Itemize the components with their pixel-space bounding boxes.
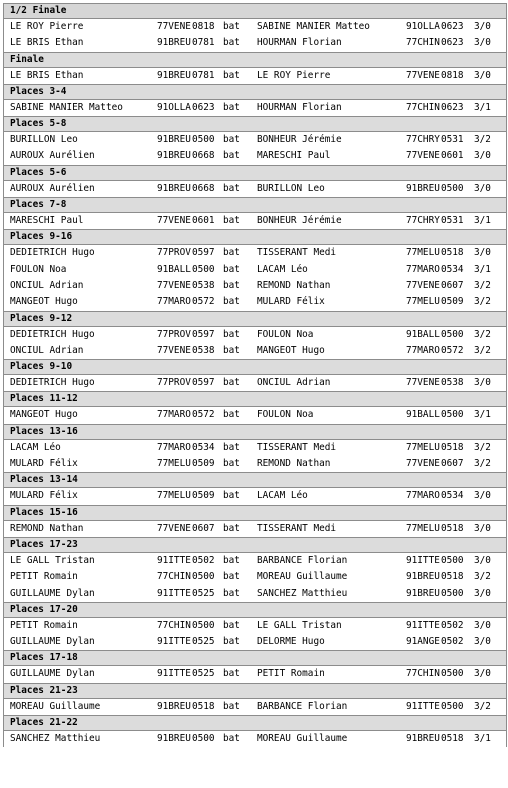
winner-club: 77CHIN (157, 619, 191, 631)
winner-club: 91ITTE (157, 554, 191, 566)
winner-points: 0509 (192, 490, 215, 502)
winner-points: 0502 (192, 554, 215, 566)
loser-club: 77VENE (406, 69, 440, 81)
match-score: 3/2 (474, 134, 491, 146)
winner-name: MANGEOT Hugo (10, 296, 78, 308)
match-row (4, 148, 506, 164)
loser-name: BONHEUR Jérémie (257, 134, 342, 146)
beat-label: bat (223, 571, 240, 583)
beat-label: bat (223, 733, 240, 745)
loser-name: PETIT Romain (257, 668, 325, 680)
winner-name: PETIT Romain (10, 619, 78, 631)
winner-club: 91ITTE (157, 587, 191, 599)
winner-points: 0509 (192, 458, 215, 470)
winner-name: ONCIUL Adrian (10, 279, 84, 291)
loser-points: 0500 (441, 328, 464, 340)
match-row (4, 213, 506, 229)
loser-name: ONCIUL Adrian (257, 377, 331, 389)
winner-points: 0538 (192, 344, 215, 356)
loser-club: 77MELU (406, 522, 440, 534)
winner-club: 91ITTE (157, 668, 191, 680)
loser-name: BARBANCE Florian (257, 554, 348, 566)
match-score: 3/1 (474, 263, 491, 275)
winner-club: 77VENE (157, 215, 191, 227)
winner-name: GUILLAUME Dylan (10, 668, 95, 680)
match-row (4, 35, 506, 51)
beat-label: bat (223, 619, 240, 631)
beat-label: bat (223, 134, 240, 146)
loser-club: 77VENE (406, 150, 440, 162)
winner-points: 0781 (192, 69, 215, 81)
winner-club: 91ITTE (157, 636, 191, 648)
winner-club: 77CHIN (157, 571, 191, 583)
loser-club: 91OLLA (406, 21, 440, 32)
winner-club: 77MARO (157, 409, 191, 421)
match-row (4, 586, 506, 602)
loser-club: 91BREU (406, 182, 440, 194)
winner-name: LE BRIS Ethan (10, 37, 84, 49)
winner-name: LACAM Léo (10, 441, 61, 453)
winner-points: 0525 (192, 587, 215, 599)
loser-points: 0531 (441, 134, 464, 146)
winner-club: 77VENE (157, 279, 191, 291)
loser-club: 77MELU (406, 441, 440, 453)
match-score: 3/2 (474, 571, 491, 583)
section-header: Places 17-18 (4, 650, 506, 666)
loser-points: 0518 (441, 571, 464, 583)
winner-club: 91BREU (157, 150, 191, 162)
winner-club: 91BREU (157, 134, 191, 146)
winner-points: 0500 (192, 263, 215, 275)
winner-points: 0518 (192, 700, 215, 712)
winner-club: 77MARO (157, 441, 191, 453)
match-row (4, 618, 506, 634)
winner-name: MULARD Félix (10, 458, 78, 470)
loser-club: 91ITTE (406, 554, 440, 566)
loser-club: 77MELU (406, 247, 440, 259)
match-score: 3/2 (474, 441, 491, 453)
section-header: Places 3-4 (4, 84, 506, 100)
section-header: Finale (4, 52, 506, 68)
match-row (4, 375, 506, 391)
match-row (4, 262, 506, 278)
loser-points: 0509 (441, 296, 464, 308)
loser-name: BONHEUR Jérémie (257, 215, 342, 227)
loser-name: FOULON Noa (257, 328, 314, 340)
winner-club: 77VENE (157, 522, 191, 534)
match-row (4, 343, 506, 359)
results-table (3, 3, 507, 747)
loser-points: 0572 (441, 344, 464, 356)
match-row (4, 100, 506, 116)
loser-club: 77MARO (406, 263, 440, 275)
match-row (4, 666, 506, 682)
beat-label: bat (223, 668, 240, 680)
section-header: Places 5-6 (4, 165, 506, 181)
loser-club: 91BREU (406, 733, 440, 745)
loser-points: 0518 (441, 441, 464, 453)
winner-name: GUILLAUME Dylan (10, 587, 95, 599)
beat-label: bat (223, 215, 240, 227)
loser-points: 0500 (441, 182, 464, 194)
loser-club: 77CHIN (406, 101, 440, 113)
match-row (4, 488, 506, 504)
winner-points: 0500 (192, 571, 215, 583)
match-score: 3/0 (474, 619, 491, 631)
winner-club: 77PROV (157, 377, 191, 389)
loser-club: 91ANGE (406, 636, 440, 648)
beat-label: bat (223, 296, 240, 308)
loser-club: 77CHIN (406, 37, 440, 49)
winner-club: 77VENE (157, 344, 191, 356)
loser-points: 0518 (441, 733, 464, 745)
winner-points: 0525 (192, 636, 215, 648)
section-header: 1/2 Finale (4, 3, 506, 19)
winner-points: 0668 (192, 150, 215, 162)
loser-name: LACAM Léo (257, 490, 308, 502)
match-score: 3/1 (474, 215, 491, 227)
match-row (4, 440, 506, 456)
winner-name: DEDIETRICH Hugo (10, 247, 95, 259)
match-score: 3/1 (474, 733, 491, 745)
section-header: Places 11-12 (4, 391, 506, 407)
loser-club: 77MELU (406, 296, 440, 308)
winner-name: LE BRIS Ethan (10, 69, 84, 81)
loser-name: MOREAU Guillaume (257, 733, 348, 745)
match-score: 3/0 (474, 587, 491, 599)
loser-points: 0623 (441, 101, 464, 113)
loser-points: 0502 (441, 619, 464, 631)
match-score: 3/0 (474, 21, 491, 32)
winner-club: 91BREU (157, 69, 191, 81)
beat-label: bat (223, 69, 240, 81)
winner-points: 0818 (192, 21, 215, 32)
loser-name: BURILLON Leo (257, 182, 325, 194)
loser-name: MARESCHI Paul (257, 150, 331, 162)
match-row (4, 553, 506, 569)
winner-points: 0668 (192, 182, 215, 194)
match-score: 3/2 (474, 279, 491, 291)
section-header: Places 21-22 (4, 715, 506, 731)
loser-club: 91BREU (406, 587, 440, 599)
section-header: Places 9-12 (4, 311, 506, 327)
match-row (4, 181, 506, 197)
beat-label: bat (223, 279, 240, 291)
match-row (4, 634, 506, 650)
loser-name: TISSERANT Medi (257, 522, 337, 534)
loser-club: 77VENE (406, 279, 440, 291)
match-row (4, 19, 506, 35)
loser-name: MANGEOT Hugo (257, 344, 325, 356)
loser-name: SABINE MANIER Matteo (257, 21, 370, 32)
section-header: Places 13-14 (4, 472, 506, 488)
match-row (4, 68, 506, 84)
section-header: Places 9-16 (4, 229, 506, 245)
winner-points: 0500 (192, 733, 215, 745)
beat-label: bat (223, 182, 240, 194)
loser-name: LE ROY Pierre (257, 69, 331, 81)
beat-label: bat (223, 458, 240, 470)
beat-label: bat (223, 409, 240, 421)
winner-club: 77MELU (157, 458, 191, 470)
beat-label: bat (223, 263, 240, 275)
winner-points: 0500 (192, 619, 215, 631)
match-row (4, 132, 506, 148)
loser-points: 0607 (441, 458, 464, 470)
winner-club: 91BREU (157, 182, 191, 194)
loser-points: 0607 (441, 279, 464, 291)
beat-label: bat (223, 700, 240, 712)
winner-points: 0601 (192, 215, 215, 227)
winner-name: MULARD Félix (10, 490, 78, 502)
winner-name: AUROUX Aurélien (10, 150, 95, 162)
match-score: 3/1 (474, 101, 491, 113)
winner-points: 0597 (192, 377, 215, 389)
loser-club: 77CHIN (406, 668, 440, 680)
loser-name: LE GALL Tristan (257, 619, 342, 631)
loser-club: 77MARO (406, 344, 440, 356)
winner-name: ONCIUL Adrian (10, 344, 84, 356)
loser-name: REMOND Nathan (257, 279, 331, 291)
match-score: 3/2 (474, 344, 491, 356)
winner-name: MARESCHI Paul (10, 215, 84, 227)
winner-name: REMOND Nathan (10, 522, 84, 534)
loser-points: 0500 (441, 554, 464, 566)
loser-name: TISSERANT Medi (257, 441, 337, 453)
winner-club: 91BREU (157, 700, 191, 712)
match-score: 3/0 (474, 69, 491, 81)
winner-name: DEDIETRICH Hugo (10, 328, 95, 340)
match-score: 3/2 (474, 296, 491, 308)
winner-club: 77PROV (157, 328, 191, 340)
winner-name: MANGEOT Hugo (10, 409, 78, 421)
loser-name: FOULON Noa (257, 409, 314, 421)
beat-label: bat (223, 344, 240, 356)
match-row (4, 521, 506, 537)
loser-name: MOREAU Guillaume (257, 571, 348, 583)
section-header: Places 17-20 (4, 602, 506, 618)
match-score: 3/0 (474, 490, 491, 502)
winner-name: AUROUX Aurélien (10, 182, 95, 194)
match-row (4, 569, 506, 585)
loser-name: DELORME Hugo (257, 636, 325, 648)
loser-points: 0500 (441, 700, 464, 712)
match-score: 3/0 (474, 150, 491, 162)
loser-club: 91BALL (406, 328, 440, 340)
match-row (4, 278, 506, 294)
section-header: Places 9-10 (4, 359, 506, 375)
winner-points: 0538 (192, 279, 215, 291)
winner-club: 77VENE (157, 21, 191, 32)
match-row (4, 294, 506, 310)
winner-points: 0607 (192, 522, 215, 534)
loser-points: 0601 (441, 150, 464, 162)
loser-points: 0518 (441, 247, 464, 259)
winner-name: BURILLON Leo (10, 134, 78, 146)
beat-label: bat (223, 377, 240, 389)
loser-name: TISSERANT Medi (257, 247, 337, 259)
winner-name: GUILLAUME Dylan (10, 636, 95, 648)
winner-points: 0525 (192, 668, 215, 680)
loser-points: 0502 (441, 636, 464, 648)
section-header: Places 13-16 (4, 424, 506, 440)
winner-name: MOREAU Guillaume (10, 700, 101, 712)
loser-club: 91BALL (406, 409, 440, 421)
loser-name: HOURMAN Florian (257, 37, 342, 49)
winner-points: 0597 (192, 247, 215, 259)
loser-points: 0534 (441, 490, 464, 502)
section-header: Places 21-23 (4, 683, 506, 699)
beat-label: bat (223, 522, 240, 534)
section-header: Places 17-23 (4, 537, 506, 553)
match-score: 3/0 (474, 182, 491, 194)
winner-points: 0534 (192, 441, 215, 453)
beat-label: bat (223, 587, 240, 599)
loser-club: 77CHRY (406, 215, 440, 227)
loser-points: 0500 (441, 668, 464, 680)
loser-points: 0500 (441, 587, 464, 599)
match-row (4, 245, 506, 261)
match-score: 3/0 (474, 522, 491, 534)
match-score: 3/2 (474, 328, 491, 340)
loser-points: 0534 (441, 263, 464, 275)
beat-label: bat (223, 441, 240, 453)
loser-name: BARBANCE Florian (257, 700, 348, 712)
winner-points: 0781 (192, 37, 215, 49)
match-row (4, 731, 506, 747)
loser-club: 77VENE (406, 458, 440, 470)
section-header: Places 5-8 (4, 116, 506, 132)
section-header: Places 7-8 (4, 197, 506, 213)
match-score: 3/0 (474, 377, 491, 389)
winner-club: 77MARO (157, 296, 191, 308)
beat-label: bat (223, 490, 240, 502)
beat-label: bat (223, 328, 240, 340)
beat-label: bat (223, 21, 240, 32)
beat-label: bat (223, 247, 240, 259)
match-score: 3/0 (474, 247, 491, 259)
match-row (4, 407, 506, 423)
beat-label: bat (223, 101, 240, 113)
winner-name: SABINE MANIER Matteo (10, 101, 123, 113)
winner-name: SANCHEZ Matthieu (10, 733, 101, 745)
loser-points: 0538 (441, 377, 464, 389)
match-score: 3/2 (474, 458, 491, 470)
loser-name: SANCHEZ Matthieu (257, 587, 348, 599)
loser-name: REMOND Nathan (257, 458, 331, 470)
match-score: 3/0 (474, 554, 491, 566)
winner-points: 0500 (192, 134, 215, 146)
loser-points: 0623 (441, 37, 464, 49)
beat-label: bat (223, 554, 240, 566)
winner-points: 0572 (192, 409, 215, 421)
winner-name: PETIT Romain (10, 571, 78, 583)
winner-name: FOULON Noa (10, 263, 67, 275)
winner-club: 77PROV (157, 247, 191, 259)
loser-points: 0818 (441, 69, 464, 81)
beat-label: bat (223, 150, 240, 162)
loser-points: 0518 (441, 522, 464, 534)
match-score: 3/0 (474, 668, 491, 680)
winner-club: 77MELU (157, 490, 191, 502)
match-row (4, 327, 506, 343)
match-score: 3/2 (474, 700, 491, 712)
loser-points: 0623 (441, 21, 464, 32)
match-score: 3/1 (474, 409, 491, 421)
loser-points: 0500 (441, 409, 464, 421)
beat-label: bat (223, 636, 240, 648)
loser-name: MULARD Félix (257, 296, 325, 308)
loser-club: 77CHRY (406, 134, 440, 146)
winner-club: 91BREU (157, 733, 191, 745)
winner-points: 0597 (192, 328, 215, 340)
winner-club: 91BALL (157, 263, 191, 275)
loser-points: 0531 (441, 215, 464, 227)
loser-club: 77VENE (406, 377, 440, 389)
beat-label: bat (223, 37, 240, 49)
loser-club: 77MARO (406, 490, 440, 502)
winner-club: 91BREU (157, 37, 191, 49)
winner-name: LE GALL Tristan (10, 554, 95, 566)
winner-points: 0572 (192, 296, 215, 308)
winner-club: 91OLLA (157, 101, 191, 113)
winner-name: LE ROY Pierre (10, 21, 84, 32)
match-score: 3/0 (474, 636, 491, 648)
winner-name: DEDIETRICH Hugo (10, 377, 95, 389)
winner-points: 0623 (192, 101, 215, 113)
match-row (4, 456, 506, 472)
loser-name: LACAM Léo (257, 263, 308, 275)
loser-club: 91ITTE (406, 700, 440, 712)
loser-name: HOURMAN Florian (257, 101, 342, 113)
section-header: Places 15-16 (4, 505, 506, 521)
loser-club: 91BREU (406, 571, 440, 583)
loser-club: 91ITTE (406, 619, 440, 631)
match-row (4, 699, 506, 715)
match-score: 3/0 (474, 37, 491, 49)
